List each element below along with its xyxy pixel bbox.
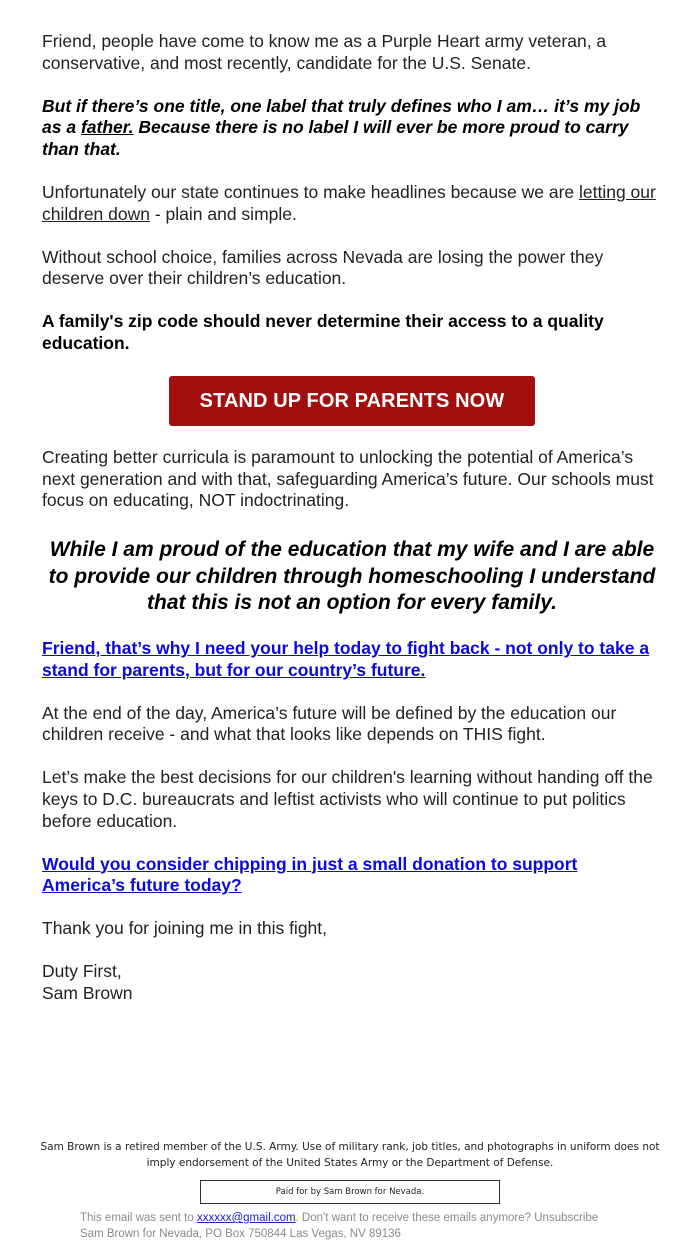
mailing-address: Sam Brown for Nevada, PO Box 750844 Las Vegas, NV 89136 — [80, 1227, 401, 1240]
email-footer — [80, 1211, 640, 1242]
sent-to-prefix: This email was sent to — [80, 1212, 197, 1224]
father-paragraph — [42, 96, 662, 161]
fight-back-link[interactable]: Friend, that’s why I need your help today to fight back - not only to take a stand for parents, but for our country’s future. — [42, 637, 650, 680]
curricula-paragraph: Creating better curricula is paramount to unlocking the potential of America’s next generation and with that, safeguarding America’s future. Our schools must focus on educating, NOT indoctrinating. — [42, 446, 654, 511]
father-word: father. — [80, 117, 134, 138]
donation-paragraph — [42, 854, 662, 898]
letting-children-down-text: letting our children down — [42, 181, 656, 224]
zip-code-paragraph: A family's zip code should never determine their access to a quality education. — [42, 311, 604, 353]
school-choice-paragraph: Without school choice, families across Nevada are losing the power they deserve over their children’s education. — [42, 246, 604, 289]
military-disclaimer: Sam Brown is a retired member of the U.S. Army. Use of military rank, job titles, and photographs in uniform does not imply endorsement of the United States Army or the Department of Defense. — [40, 1141, 660, 1169]
donation-link[interactable]: Would you consider chipping in just a small donation to support America’s future today? — [42, 853, 578, 896]
americas-future-paragraph: At the end of the day, America’s future will be defined by the education our children receive - and what that looks like depends on THIS fight. — [42, 702, 617, 745]
thanks-paragraph: Thank you for joining me in this fight, — [42, 918, 328, 939]
decisions-paragraph: Let’s make the best decisions for our children's learning without handing off the keys to D.C. bureaucrats and leftist activists who will continue to put politics before education. — [42, 767, 653, 831]
father-paragraph-text-b: Because there is no label I will ever be more proud to carry than that. — [42, 117, 629, 160]
sent-to-line — [80, 1211, 640, 1227]
headlines-text-a: Unfortunately our state continues to make headlines because we are — [42, 181, 579, 202]
recipient-email-link[interactable]: xxxxxx@gmail.com — [196, 1212, 296, 1224]
signoff-text: Duty First, — [42, 960, 122, 981]
paid-for-box: Paid for by Sam Brown for Nevada. — [200, 1180, 500, 1204]
unsubscribe-text[interactable]: . Don't want to receive these emails anymore? Unsubscribe — [295, 1212, 599, 1224]
headlines-text-b: - plain and simple. — [149, 203, 297, 224]
signature-block — [42, 961, 662, 1005]
fight-back-paragraph — [42, 638, 662, 682]
signature-name: Sam Brown — [42, 982, 133, 1003]
headlines-paragraph — [42, 182, 662, 226]
cta-wrapper — [42, 376, 662, 426]
email-body — [42, 31, 662, 1026]
homeschooling-quote: While I am proud of the education that my wife and I are able to provide our children through homeschooling I understand that this is not an option for every family. — [48, 538, 656, 615]
intro-paragraph: Friend, people have come to know me as a Purple Heart army veteran, a conservative, and most recently, candidate for the U.S. Senate. — [42, 31, 607, 73]
father-paragraph-text-a: But if there’s one title, one label that truly defines who I am… it’s my job as a — [42, 95, 641, 138]
stand-up-for-parents-button[interactable]: STAND UP FOR PARENTS NOW — [169, 376, 535, 426]
